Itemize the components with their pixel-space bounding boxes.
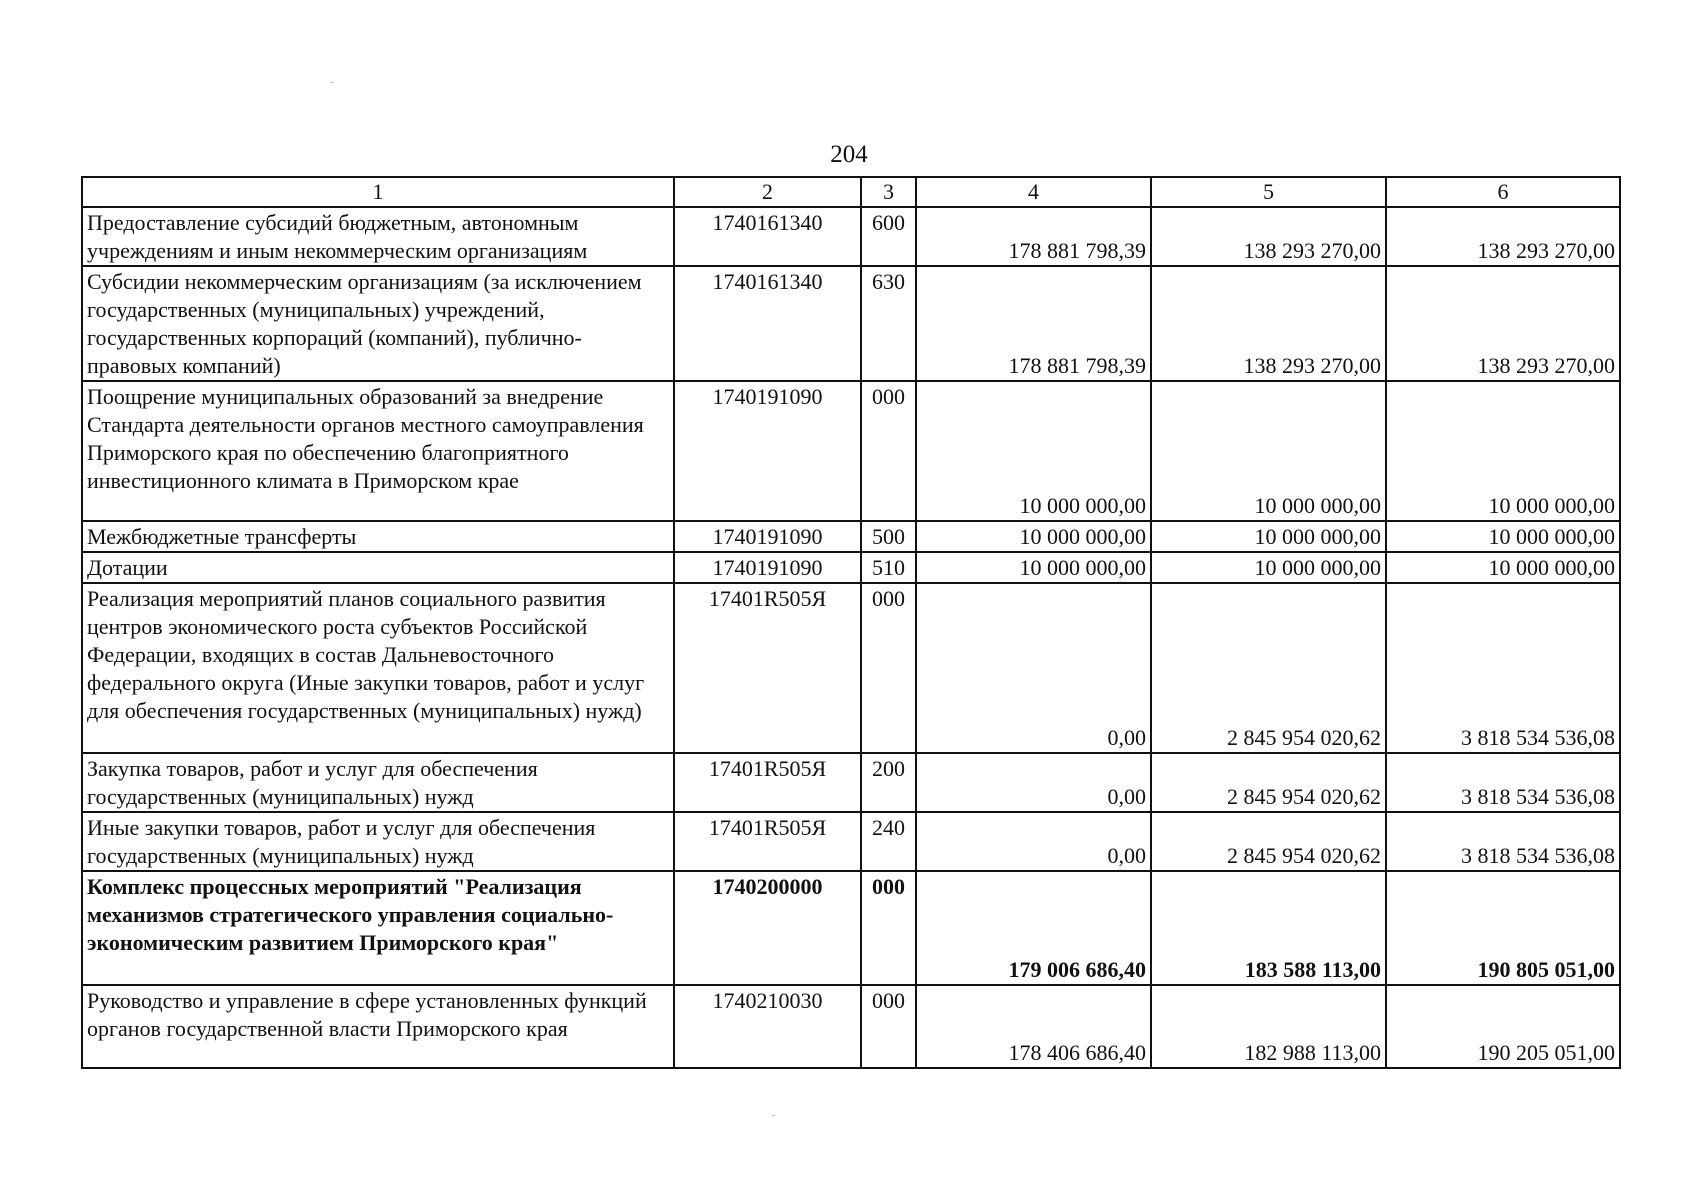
row-code-cell: 1740161340: [674, 266, 861, 381]
row-code-cell: 1740191090: [674, 521, 861, 552]
scan-artifact: [330, 82, 333, 83]
table-row: [82, 266, 1620, 381]
row-name-cell: Руководство и управление в сфере установленных функций органов государственной власти Приморского края: [82, 985, 674, 1068]
row-type-cell: 200: [861, 753, 916, 812]
row-value-col4-cell: 0,00: [916, 583, 1151, 753]
row-name-cell: Комплекс процессных мероприятий "Реализация механизмов стратегического управления социально-экономическим развитием Приморского края": [82, 871, 674, 985]
column-number-header-row: [82, 177, 1620, 207]
row-value-col5-cell: 10 000 000,00: [1151, 521, 1386, 552]
table-row: [82, 812, 1620, 871]
row-value-col4-cell: 178 406 686,40: [916, 985, 1151, 1068]
row-value-col6-cell: 138 293 270,00: [1386, 207, 1620, 266]
scan-artifact: [772, 1115, 775, 1116]
row-name-cell: Реализация мероприятий планов социального развития центров экономического роста субъектов Российской Федерации, входящих в состав Дальневосточного федерального округа (Иные закупки товаров, работ и услуг для обеспечения государственных (муниципальных) нужд): [82, 583, 674, 753]
row-code-cell: 17401R505Я: [674, 753, 861, 812]
row-code-cell: 1740200000: [674, 871, 861, 985]
row-value-col6-cell: 138 293 270,00: [1386, 266, 1620, 381]
row-name-cell: Предоставление субсидий бюджетным, автономным учреждениям и иным некоммерческим организациям: [82, 207, 674, 266]
row-value-col6-cell: 10 000 000,00: [1386, 521, 1620, 552]
row-value-col6-cell: 3 818 534 536,08: [1386, 583, 1620, 753]
row-value-col6-cell: 3 818 534 536,08: [1386, 812, 1620, 871]
column-header-4: 4: [916, 177, 1151, 207]
row-value-col6-cell: 190 805 051,00: [1386, 871, 1620, 985]
page-number: 204: [830, 141, 868, 168]
row-type-cell: 630: [861, 266, 916, 381]
table-row: [82, 583, 1620, 753]
row-value-col5-cell: 10 000 000,00: [1151, 552, 1386, 583]
row-code-cell: 17401R505Я: [674, 812, 861, 871]
column-header-1: 1: [82, 177, 674, 207]
table-row: [82, 871, 1620, 985]
row-value-col4-cell: 10 000 000,00: [916, 381, 1151, 521]
row-name-cell: Субсидии некоммерческим организациям (за исключением государственных (муниципальных) учреждений, государственных корпораций (компаний), публично-правовых компаний): [82, 266, 674, 381]
row-value-col5-cell: 138 293 270,00: [1151, 266, 1386, 381]
row-value-col4-cell: 10 000 000,00: [916, 521, 1151, 552]
row-value-col6-cell: 10 000 000,00: [1386, 381, 1620, 521]
row-value-col4-cell: 10 000 000,00: [916, 552, 1151, 583]
row-code-cell: 1740191090: [674, 552, 861, 583]
row-code-cell: 1740161340: [674, 207, 861, 266]
row-value-col6-cell: 190 205 051,00: [1386, 985, 1620, 1068]
row-name-cell: Межбюджетные трансферты: [82, 521, 674, 552]
row-type-cell: 000: [861, 583, 916, 753]
row-type-cell: 500: [861, 521, 916, 552]
row-type-cell: 240: [861, 812, 916, 871]
row-value-col6-cell: 10 000 000,00: [1386, 552, 1620, 583]
row-value-col4-cell: 178 881 798,39: [916, 207, 1151, 266]
row-value-col5-cell: 2 845 954 020,62: [1151, 583, 1386, 753]
budget-table-body: [82, 177, 1620, 1068]
table-row: [82, 521, 1620, 552]
table-row: [82, 381, 1620, 521]
budget-table: [81, 176, 1621, 1069]
row-value-col4-cell: 179 006 686,40: [916, 871, 1151, 985]
row-value-col5-cell: 183 588 113,00: [1151, 871, 1386, 985]
row-value-col5-cell: 10 000 000,00: [1151, 381, 1386, 521]
row-value-col4-cell: 0,00: [916, 753, 1151, 812]
row-value-col4-cell: 0,00: [916, 812, 1151, 871]
column-header-2: 2: [674, 177, 861, 207]
row-type-cell: 600: [861, 207, 916, 266]
row-type-cell: 000: [861, 985, 916, 1068]
row-name-cell: Поощрение муниципальных образований за внедрение Стандарта деятельности органов местного самоуправления Приморского края по обеспечению благоприятного инвестиционного климата в Приморском крае: [82, 381, 674, 521]
row-code-cell: 1740210030: [674, 985, 861, 1068]
row-type-cell: 510: [861, 552, 916, 583]
column-header-6: 6: [1386, 177, 1620, 207]
row-value-col4-cell: 178 881 798,39: [916, 266, 1151, 381]
column-header-5: 5: [1151, 177, 1386, 207]
row-value-col5-cell: 138 293 270,00: [1151, 207, 1386, 266]
row-name-cell: Иные закупки товаров, работ и услуг для обеспечения государственных (муниципальных) нужд: [82, 812, 674, 871]
row-value-col5-cell: 2 845 954 020,62: [1151, 753, 1386, 812]
row-code-cell: 17401R505Я: [674, 583, 861, 753]
row-code-cell: 1740191090: [674, 381, 861, 521]
row-type-cell: 000: [861, 871, 916, 985]
table-row: [82, 753, 1620, 812]
row-name-cell: Закупка товаров, работ и услуг для обеспечения государственных (муниципальных) нужд: [82, 753, 674, 812]
table-row: [82, 207, 1620, 266]
row-name-cell: Дотации: [82, 552, 674, 583]
row-value-col5-cell: 2 845 954 020,62: [1151, 812, 1386, 871]
column-header-3: 3: [861, 177, 916, 207]
row-type-cell: 000: [861, 381, 916, 521]
row-value-col5-cell: 182 988 113,00: [1151, 985, 1386, 1068]
row-value-col6-cell: 3 818 534 536,08: [1386, 753, 1620, 812]
table-row: [82, 985, 1620, 1068]
budget-table-container: [81, 176, 1619, 1069]
table-row: [82, 552, 1620, 583]
